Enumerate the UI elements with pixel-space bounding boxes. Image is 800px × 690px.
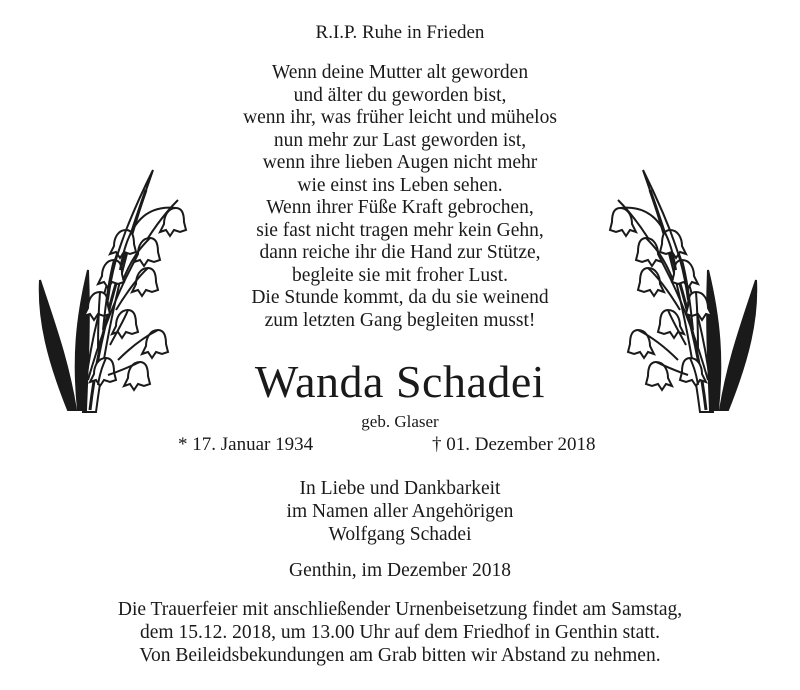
mourners-line: im Namen aller Angehörigen: [286, 501, 514, 522]
poem-line: zum letzten Gang begleiten musst!: [264, 309, 536, 331]
poem: [0, 62, 800, 332]
rip-header: R.I.P. Ruhe in Frieden: [315, 22, 485, 43]
poem-line: begleite sie mit froher Lust.: [291, 264, 509, 286]
notice-line: Die Trauerfeier mit anschließender Urnenbeisetzung findet am Samstag,: [117, 599, 683, 620]
deceased-name: Wanda Schadei: [254, 356, 546, 407]
poem-line: und älter du geworden bist,: [293, 84, 507, 106]
poem-line: nun mehr zur Last geworden ist,: [273, 129, 527, 151]
birth-date: * 17. Januar 1934: [178, 434, 314, 455]
poem-line: Wenn ihrer Füße Kraft gebrochen,: [266, 197, 534, 218]
funeral-notice: [0, 598, 800, 667]
notice-line: dem 15.12. 2018, um 13.00 Uhr auf dem Friedhof in Genthin statt.: [140, 622, 660, 643]
mourners-line: Wolfgang Schadei: [328, 524, 472, 545]
mourners-block: [0, 477, 800, 546]
notice-line: Von Beileidsbekundungen am Grab bitten wir Abstand zu nehmen.: [139, 645, 661, 666]
poem-line: sie fast nicht tragen mehr kein Gehn,: [256, 219, 544, 241]
poem-line: Die Stunde kommt, da du sie weinend: [251, 287, 549, 308]
death-date: † 01. Dezember 2018: [432, 434, 596, 455]
birth-name: geb. Glaser: [361, 412, 439, 431]
poem-line: wenn ihr, was früher leicht und mühelos: [243, 107, 557, 128]
poem-line: dann reiche ihr die Hand zur Stütze,: [259, 242, 541, 263]
poem-line: Wenn deine Mutter alt geworden: [271, 62, 529, 83]
poem-line: wenn ihre lieben Augen nicht mehr: [262, 152, 538, 173]
mourners-line: In Liebe und Dankbarkeit: [299, 478, 501, 499]
poem-line: wie einst ins Leben sehen.: [297, 174, 503, 196]
place-date: Genthin, im Dezember 2018: [288, 560, 512, 581]
